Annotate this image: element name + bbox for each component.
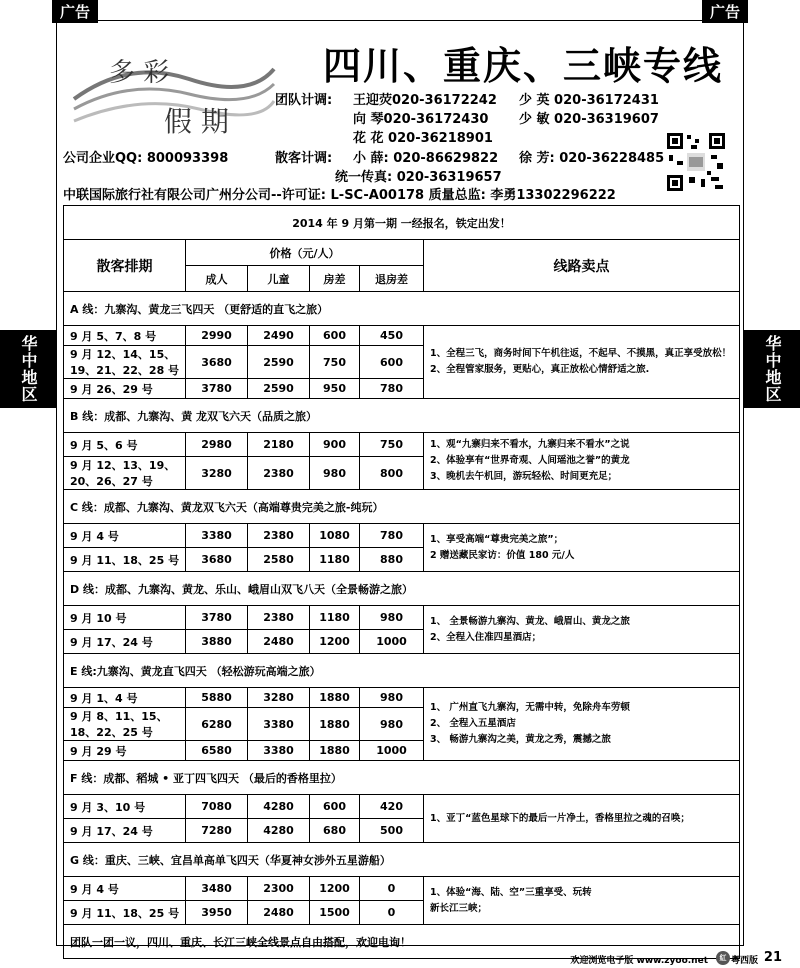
cell-room: 680 bbox=[310, 819, 360, 843]
highlight-item: 2、全程管家服务，更贴心，真正放松心情舒适之旅. bbox=[430, 364, 650, 375]
cell-room: 900 bbox=[310, 433, 360, 457]
cell-room: 980 bbox=[310, 457, 360, 490]
cell-refund: 880 bbox=[360, 548, 424, 572]
cell-child: 2480 bbox=[248, 901, 310, 925]
fit-label: 散客计调: bbox=[275, 151, 333, 166]
cell-child: 2590 bbox=[248, 379, 310, 399]
cell-date: 9 月 5、6 号 bbox=[64, 433, 186, 457]
highlights-cell bbox=[424, 524, 740, 572]
cell-room: 750 bbox=[310, 346, 360, 379]
cell-child: 3380 bbox=[248, 708, 310, 741]
fit-contact-1: 小 薛: 020-86629822 bbox=[353, 151, 499, 166]
cell-room: 1180 bbox=[310, 606, 360, 630]
cell-room: 1500 bbox=[310, 901, 360, 925]
line-title: D 线：成都、九寨沟、黄龙、乐山、峨眉山双飞八天（全景畅游之旅） bbox=[64, 572, 740, 606]
footer-note: 团队一团一议，四川、重庆、长江三峡全线景点自由搭配，欢迎电询！ bbox=[64, 925, 740, 959]
license-line: 中联国际旅行社有限公司广州分公司--许可证: L-SC-A00178 质量总监: 李勇13302296222 bbox=[63, 188, 616, 203]
cell-child: 2380 bbox=[248, 524, 310, 548]
cell-child: 2380 bbox=[248, 606, 310, 630]
promo-text: 欢迎浏览电子版 www.zyoo.net bbox=[570, 956, 708, 966]
unified-fax: 统一传真: 020-36319657 bbox=[335, 170, 502, 185]
highlights-cell bbox=[424, 433, 740, 490]
fit-contact-2: 徐 芳: 020-36228485 bbox=[519, 151, 665, 166]
highlight-item: 1、享受高端“尊贵完美之旅”； bbox=[430, 533, 564, 545]
cell-refund: 450 bbox=[360, 326, 424, 346]
cell-adult: 3280 bbox=[186, 457, 248, 490]
cell-adult: 7280 bbox=[186, 819, 248, 843]
highlight-item: 1、全程三飞，商务时间下午机往返，不起早、不摸黑，真正享受放松！ bbox=[430, 348, 732, 359]
group-contact-3: 向 琴020-36172430 bbox=[353, 112, 489, 127]
highlight-item: 2 赠送藏民家访：价值 180 元/人 bbox=[430, 549, 575, 561]
col-dates: 散客排期 bbox=[64, 240, 186, 292]
price-row bbox=[64, 433, 740, 457]
cell-refund: 0 bbox=[360, 877, 424, 901]
cell-adult: 2990 bbox=[186, 326, 248, 346]
cell-room: 1200 bbox=[310, 877, 360, 901]
line-title: A 线：九寨沟、黄龙三飞四天 （更舒适的直飞之旅） bbox=[64, 292, 740, 326]
highlight-item: 1、 广州直飞九寨沟，无需中转，免除舟车劳顿 bbox=[430, 702, 630, 713]
cell-child: 3280 bbox=[248, 688, 310, 708]
col-refund: 退房差 bbox=[360, 266, 424, 292]
cell-adult: 3780 bbox=[186, 379, 248, 399]
highlight-item: 1、观“九寨归来不看水，九寨归来不看水”之说 bbox=[430, 439, 630, 450]
cell-room: 950 bbox=[310, 379, 360, 399]
cell-adult: 7080 bbox=[186, 795, 248, 819]
header bbox=[57, 21, 745, 203]
line-title: B 线：成都、九寨沟、黄 龙双飞六天（品质之旅） bbox=[64, 399, 740, 433]
cell-date: 9 月 5、7、8 号 bbox=[64, 326, 186, 346]
cell-adult: 3880 bbox=[186, 630, 248, 654]
cell-child: 4280 bbox=[248, 819, 310, 843]
cell-refund: 1000 bbox=[360, 741, 424, 761]
tour-table bbox=[63, 205, 740, 959]
highlight-item: 1、 全景畅游九寨沟、黄龙、峨眉山、黄龙之旅 bbox=[430, 615, 630, 627]
cell-room: 1880 bbox=[310, 688, 360, 708]
newspaper-badge: 紅 bbox=[716, 951, 730, 965]
cell-refund: 780 bbox=[360, 524, 424, 548]
ad-tag-left: 广告 bbox=[52, 0, 98, 23]
col-adult: 成人 bbox=[186, 266, 248, 292]
highlights-cell bbox=[424, 688, 740, 761]
headline: 四川、重庆、三峡专线 bbox=[323, 43, 724, 88]
highlight-item: 2、 全程入五星酒店 bbox=[430, 718, 516, 729]
group-contact-1: 王迎荧020-36172242 bbox=[353, 93, 497, 108]
line-title: E 线:九寨沟、黄龙直飞四天 （轻松游玩高端之旅） bbox=[64, 654, 740, 688]
cell-adult: 2980 bbox=[186, 433, 248, 457]
cell-adult: 3480 bbox=[186, 877, 248, 901]
cell-date: 9 月 29 号 bbox=[64, 741, 186, 761]
highlight-item: 1、体验“海、陆、空”三重享受、玩转 bbox=[430, 886, 592, 898]
cell-refund: 420 bbox=[360, 795, 424, 819]
highlight-item: 1、亚丁“蓝色星球下的最后一片净土，香格里拉之魂的召唤； bbox=[430, 812, 690, 824]
cell-room: 1080 bbox=[310, 524, 360, 548]
cell-date: 9 月 17、24 号 bbox=[64, 819, 186, 843]
line-title: F 线：成都、稻城 • 亚丁四飞四天 （最后的香格里拉） bbox=[64, 761, 740, 795]
highlight-item: 3、 畅游九寨沟之美，黄龙之秀，震撼之旅 bbox=[430, 734, 611, 745]
table-title: 2014 年 9 月第一期 一经报名，铁定出发！ bbox=[64, 206, 740, 240]
bottom-bar bbox=[0, 948, 800, 968]
group-contact-4: 少 敏 020-36319607 bbox=[519, 112, 659, 127]
cell-refund: 1000 bbox=[360, 630, 424, 654]
highlights-cell bbox=[424, 795, 740, 843]
region-tab-right: 华中地区 bbox=[744, 330, 800, 408]
cell-refund: 980 bbox=[360, 708, 424, 741]
cell-date: 9 月 10 号 bbox=[64, 606, 186, 630]
highlight-item: 2、体验享有“世界奇观、人间瑶池之誉”的黄龙 bbox=[430, 455, 630, 466]
qr-code-icon bbox=[665, 131, 727, 193]
col-highlights: 线路卖点 bbox=[424, 240, 740, 292]
cell-date: 9 月 4 号 bbox=[64, 524, 186, 548]
cell-room: 600 bbox=[310, 795, 360, 819]
cell-refund: 600 bbox=[360, 346, 424, 379]
line-title: G 线：重庆、三峡、宜昌单高单飞四天（华夏神女涉外五星游船） bbox=[64, 843, 740, 877]
advertisement-page bbox=[56, 20, 744, 949]
cell-child: 2490 bbox=[248, 326, 310, 346]
cell-room: 1180 bbox=[310, 548, 360, 572]
group-contact-5: 花 花 020-36218901 bbox=[353, 131, 493, 146]
cell-refund: 780 bbox=[360, 379, 424, 399]
col-child: 儿童 bbox=[248, 266, 310, 292]
highlights-cell bbox=[424, 606, 740, 654]
company-qq: 公司企业QQ: 800093398 bbox=[63, 151, 229, 166]
cell-adult: 3950 bbox=[186, 901, 248, 925]
cell-adult: 6580 bbox=[186, 741, 248, 761]
cell-refund: 980 bbox=[360, 688, 424, 708]
cell-child: 4280 bbox=[248, 795, 310, 819]
cell-child: 2480 bbox=[248, 630, 310, 654]
cell-adult: 6280 bbox=[186, 708, 248, 741]
cell-date: 9 月 12、14、15、19、21、22、28 号 bbox=[64, 346, 186, 379]
price-row bbox=[64, 524, 740, 548]
highlight-item: 新长江三峡； bbox=[430, 902, 488, 914]
cell-refund: 500 bbox=[360, 819, 424, 843]
cell-refund: 0 bbox=[360, 901, 424, 925]
line-title: C 线：成都、九寨沟、黄龙双飞六天（高端尊贵完美之旅-纯玩） bbox=[64, 490, 740, 524]
cell-child: 2300 bbox=[248, 877, 310, 901]
highlights-cell bbox=[424, 326, 740, 399]
cell-child: 2180 bbox=[248, 433, 310, 457]
group-contact-2: 少 英 020-36172431 bbox=[519, 93, 659, 108]
highlight-item: 2、全程入住准四星酒店； bbox=[430, 631, 542, 643]
cell-adult: 3780 bbox=[186, 606, 248, 630]
cell-refund: 750 bbox=[360, 433, 424, 457]
price-row bbox=[64, 688, 740, 708]
cell-date: 9 月 3、10 号 bbox=[64, 795, 186, 819]
logo-text-bottom: 假 期 bbox=[164, 105, 229, 138]
edition-label: 粤西版 bbox=[730, 956, 758, 966]
cell-date: 9 月 17、24 号 bbox=[64, 630, 186, 654]
cell-room: 1880 bbox=[310, 708, 360, 741]
cell-adult: 3380 bbox=[186, 524, 248, 548]
highlight-item: 3、晚机去午机回，游玩轻松、时间更充足； bbox=[430, 471, 618, 482]
cell-date: 9 月 4 号 bbox=[64, 877, 186, 901]
region-tab-left: 华中地区 bbox=[0, 330, 56, 408]
col-price: 价格（元/人） bbox=[186, 240, 424, 266]
price-row bbox=[64, 606, 740, 630]
cell-room: 1880 bbox=[310, 741, 360, 761]
cell-refund: 980 bbox=[360, 606, 424, 630]
cell-room: 1200 bbox=[310, 630, 360, 654]
col-room: 房差 bbox=[310, 266, 360, 292]
cell-date: 9 月 1、4 号 bbox=[64, 688, 186, 708]
price-row bbox=[64, 795, 740, 819]
cell-date: 9 月 11、18、25 号 bbox=[64, 901, 186, 925]
page-number: 21 bbox=[763, 950, 782, 965]
price-row bbox=[64, 326, 740, 346]
cell-date: 9 月 12、13、19、20、26、27 号 bbox=[64, 457, 186, 490]
cell-adult: 5880 bbox=[186, 688, 248, 708]
cell-room: 600 bbox=[310, 326, 360, 346]
logo bbox=[69, 39, 279, 149]
cell-adult: 3680 bbox=[186, 548, 248, 572]
price-row bbox=[64, 877, 740, 901]
cell-child: 2580 bbox=[248, 548, 310, 572]
cell-child: 2380 bbox=[248, 457, 310, 490]
cell-child: 3380 bbox=[248, 741, 310, 761]
group-label: 团队计调: bbox=[275, 93, 333, 108]
ad-tag-right: 广告 bbox=[702, 0, 748, 23]
cell-date: 9 月 11、18、25 号 bbox=[64, 548, 186, 572]
logo-text-top: 多 彩 bbox=[109, 58, 170, 88]
cell-date: 9 月 8、11、15、18、22、25 号 bbox=[64, 708, 186, 741]
cell-refund: 800 bbox=[360, 457, 424, 490]
cell-child: 2590 bbox=[248, 346, 310, 379]
cell-date: 9 月 26、29 号 bbox=[64, 379, 186, 399]
highlights-cell bbox=[424, 877, 740, 925]
cell-adult: 3680 bbox=[186, 346, 248, 379]
